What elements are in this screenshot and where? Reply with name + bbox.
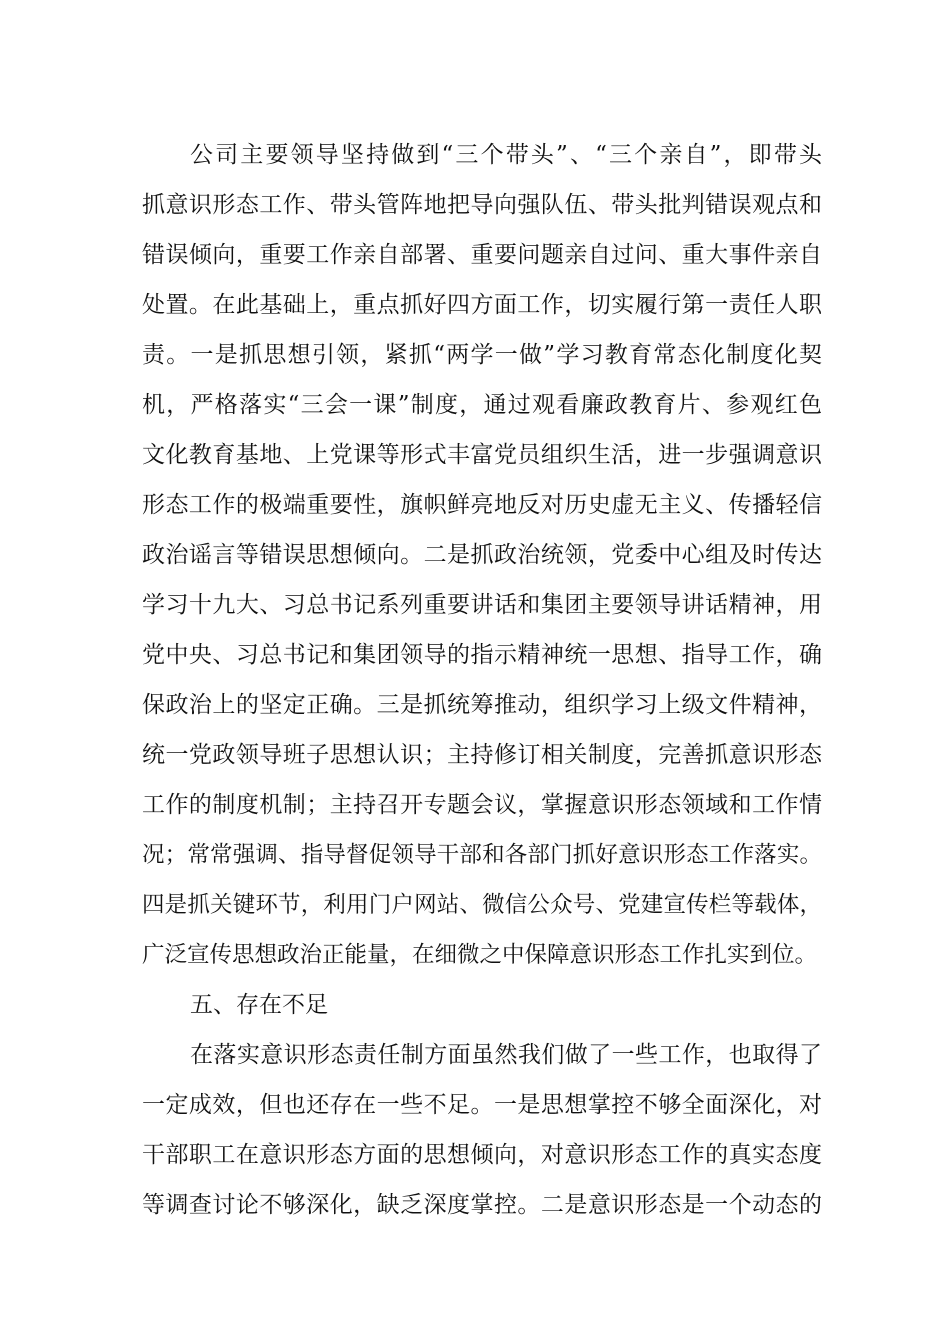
section-heading: 五、存在不足 xyxy=(190,992,328,1018)
text-line: 一定成效，但也还存在一些不足。一是思想掌控不够全面深化，对 xyxy=(142,1092,822,1118)
text-line: 统一党政领导班子思想认识；主持修订相关制度，完善抓意识形态 xyxy=(142,742,822,768)
text-line: 公司主要领导坚持做到“三个带头”、“三个亲自”，即带头 xyxy=(190,142,822,168)
text-line: 广泛宣传思想政治正能量，在细微之中保障意识形态工作扎实到位。 xyxy=(142,942,818,968)
text-line: 错误倾向，重要工作亲自部署、重要问题亲自过问、重大事件亲自 xyxy=(142,242,822,268)
text-line: 处置。在此基础上，重点抓好四方面工作，切实履行第一责任人职 xyxy=(142,292,822,318)
text-line: 政治谣言等错误思想倾向。二是抓政治统领，党委中心组及时传达 xyxy=(142,542,822,568)
text-line: 责。一是抓思想引领，紧抓“两学一做”学习教育常态化制度化契 xyxy=(142,342,822,368)
text-line: 干部职工在意识形态方面的思想倾向，对意识形态工作的真实态度 xyxy=(142,1142,822,1168)
text-line: 等调查讨论不够深化，缺乏深度掌控。二是意识形态是一个动态的 xyxy=(142,1192,822,1218)
text-line: 学习十九大、习总书记系列重要讲话和集团主要领导讲话精神，用 xyxy=(142,592,822,618)
text-line: 工作的制度机制；主持召开专题会议，掌握意识形态领域和工作情 xyxy=(142,792,822,818)
text-line: 况；常常强调、指导督促领导干部和各部门抓好意识形态工作落实。 xyxy=(142,842,822,868)
text-line: 文化教育基地、上党课等形式丰富党员组织生活，进一步强调意识 xyxy=(142,442,822,468)
text-line: 机，严格落实“三会一课”制度，通过观看廉政教育片、参观红色 xyxy=(142,392,822,418)
text-line: 在落实意识形态责任制方面虽然我们做了一些工作，也取得了 xyxy=(190,1042,822,1068)
text-line: 四是抓关键环节，利用门户网站、微信公众号、党建宣传栏等载体， xyxy=(142,892,822,918)
text-line: 形态工作的极端重要性，旗帜鲜亮地反对历史虚无主义、传播轻信 xyxy=(142,492,822,518)
document-body xyxy=(142,130,822,1230)
text-line: 抓意识形态工作、带头管阵地把导向强队伍、带头批判错误观点和 xyxy=(142,192,822,218)
text-line: 党中央、习总书记和集团领导的指示精神统一思想、指导工作，确 xyxy=(142,642,822,668)
text-line: 保政治上的坚定正确。三是抓统筹推动，组织学习上级文件精神， xyxy=(142,692,822,718)
